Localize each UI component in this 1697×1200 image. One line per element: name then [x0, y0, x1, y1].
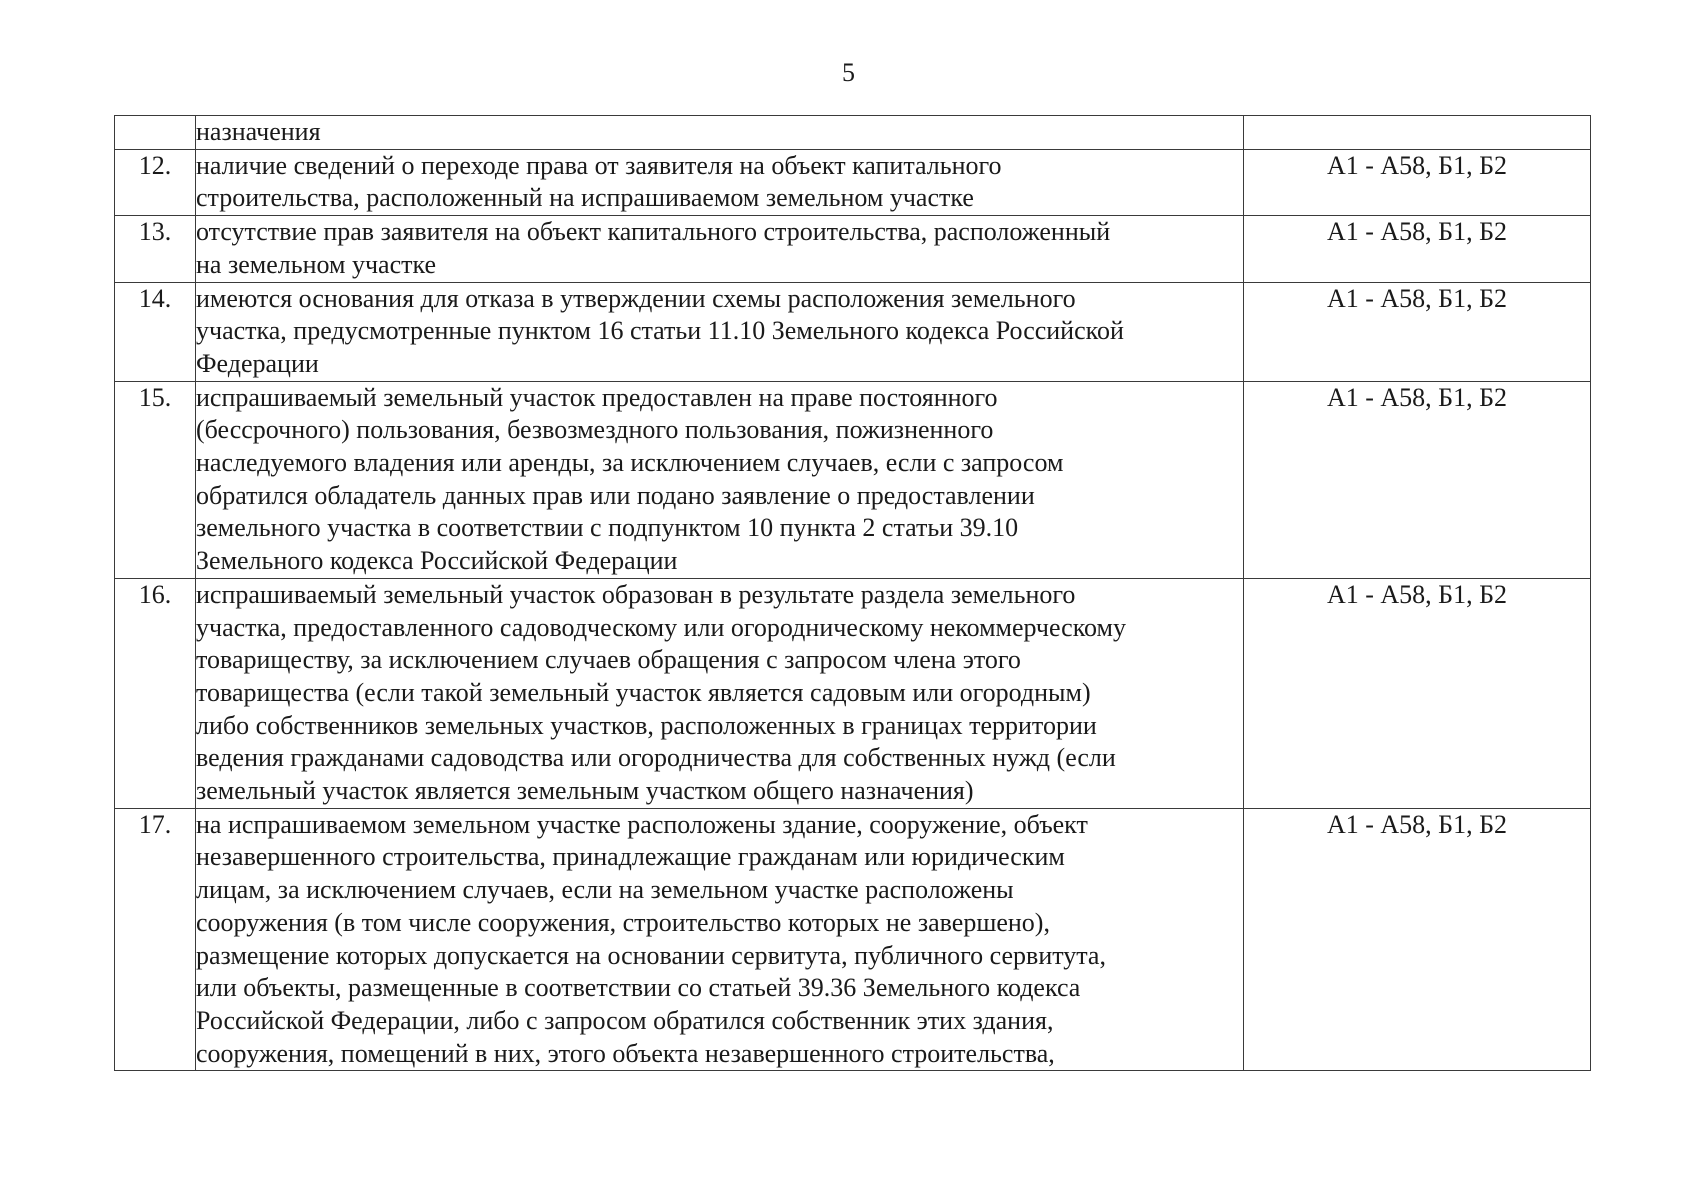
row-text	[196, 381, 1244, 578]
row-text	[196, 116, 1244, 150]
conditions-table	[114, 115, 1591, 1071]
text-line: имеются основания для отказа в утверждении схемы расположения земельного	[196, 283, 1076, 313]
text-line: на земельном участке	[196, 249, 437, 279]
table-row	[115, 381, 1591, 578]
text-line: участка, предусмотренные пунктом 16 статьи 11.10 Земельного кодекса Российской	[196, 316, 1124, 346]
table-row-continuation	[115, 116, 1591, 150]
text-line: на испрашиваемом земельном участке расположены здание, сооружение, объект	[196, 809, 1088, 839]
row-text	[196, 578, 1244, 808]
text-line: наследуемого владения или аренды, за исключением случаев, если с запросом	[196, 448, 1064, 478]
text-line: назначения	[196, 117, 321, 146]
table-row	[115, 149, 1591, 215]
table-row	[115, 808, 1591, 1071]
row-number: 12.	[115, 149, 196, 215]
table-row	[115, 282, 1591, 381]
row-refs: А1 - А58, Б1, Б2	[1244, 578, 1591, 808]
text-line: Федерации	[196, 348, 319, 378]
row-text	[196, 282, 1244, 381]
text-line: обратился обладатель данных прав или подано заявление о предоставлении	[196, 480, 1035, 510]
row-refs: А1 - А58, Б1, Б2	[1244, 282, 1591, 381]
text-line: строительства, расположенный на испрашиваемом земельном участке	[196, 183, 974, 213]
row-refs: А1 - А58, Б1, Б2	[1244, 381, 1591, 578]
text-line: отсутствие прав заявителя на объект капитального строительства, расположенный	[196, 217, 1111, 247]
text-line: участка, предоставленного садоводческому или огородническому некоммерческому	[196, 612, 1126, 642]
text-line: Земельного кодекса Российской Федерации	[196, 546, 678, 576]
row-number: 15.	[115, 381, 196, 578]
text-line: сооружения (в том числе сооружения, строительство которых не завершено),	[196, 907, 1050, 937]
text-line: земельного участка в соответствии с подпунктом 10 пункта 2 статьи 39.10	[196, 513, 1019, 543]
row-text	[196, 808, 1244, 1071]
row-number: 13.	[115, 216, 196, 282]
text-line: земельный участок является земельным участком общего назначения)	[196, 776, 974, 806]
row-refs: А1 - А58, Б1, Б2	[1244, 808, 1591, 1071]
text-line: лицам, за исключением случаев, если на земельном участке расположены	[196, 875, 1014, 905]
text-line: размещение которых допускается на основании сервитута, публичного сервитута,	[196, 940, 1106, 970]
row-text	[196, 149, 1244, 215]
row-refs: А1 - А58, Б1, Б2	[1244, 216, 1591, 282]
text-line: или объекты, размещенные в соответствии со статьей 39.36 Земельного кодекса	[196, 973, 1081, 1003]
table-body	[115, 116, 1591, 1071]
text-line: Российской Федерации, либо с запросом обратился собственник этих здания,	[196, 1005, 1054, 1035]
text-line: товарищества (если такой земельный участок является садовым или огородным)	[196, 677, 1091, 707]
text-line: испрашиваемый земельный участок образован в результате раздела земельного	[196, 579, 1076, 609]
text-line: (бессрочного) пользования, безвозмездного пользования, пожизненного	[196, 415, 994, 445]
row-number: 14.	[115, 282, 196, 381]
row-refs: А1 - А58, Б1, Б2	[1244, 149, 1591, 215]
table-row	[115, 216, 1591, 282]
text-line: наличие сведений о переходе права от заявителя на объект капитального	[196, 150, 1002, 180]
table-row	[115, 578, 1591, 808]
text-line: испрашиваемый земельный участок предоставлен на праве постоянного	[196, 382, 998, 412]
text-line: незавершенного строительства, принадлежащие гражданам или юридическим	[196, 842, 1065, 872]
row-text	[196, 216, 1244, 282]
row-number: 16.	[115, 578, 196, 808]
text-line: товариществу, за исключением случаев обращения с запросом члена этого	[196, 645, 1021, 675]
page-number: 5	[842, 58, 855, 87]
text-line: сооружения, помещений в них, этого объекта незавершенного строительства,	[196, 1038, 1055, 1068]
text-line: ведения гражданами садоводства или огородничества для собственных нужд (если	[196, 743, 1116, 773]
row-refs	[1244, 116, 1591, 150]
row-number: 17.	[115, 808, 196, 1071]
row-number	[115, 116, 196, 150]
text-line: либо собственников земельных участков, расположенных в границах территории	[196, 710, 1097, 740]
